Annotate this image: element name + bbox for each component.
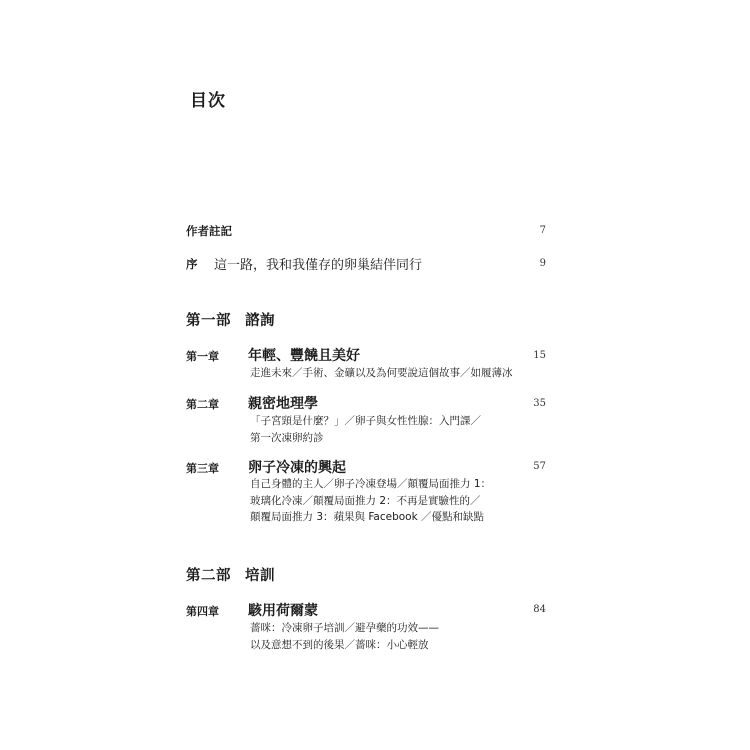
part-label: 第二部	[186, 568, 231, 584]
chapter-desc-line: 玻璃化冷凍／顛覆局面推力 2：不再是實驗性的／	[250, 494, 481, 507]
chapter-desc-line: 自己身體的主人／卵子冷凍登場／顛覆局面推力 1：	[250, 478, 492, 490]
part-name: 培訓	[245, 568, 275, 584]
front-matter-title-preface: 這一路，我和我僅存的卵巢結伴同行	[214, 258, 423, 273]
part-label: 第一部	[186, 313, 231, 329]
page-number-chapter-1: 15	[533, 350, 546, 361]
front-matter-label-preface: 序	[186, 257, 198, 271]
chapter-label-1: 第一章	[186, 350, 219, 363]
chapter-desc-1	[250, 365, 513, 382]
chapter-label-4: 第四章	[186, 605, 219, 618]
front-matter-label-author-note: 作者註記	[186, 224, 232, 238]
page-number-chapter-4: 84	[533, 604, 546, 615]
chapter-desc-line: 以及意想不到的後果／薔咪：小心輕放	[250, 638, 429, 651]
page-number-author-note: 7	[539, 225, 546, 236]
chapter-desc-line: 薔咪：冷凍卵子培訓／避孕藥的功效——	[250, 622, 439, 634]
chapter-desc-2	[250, 413, 481, 446]
chapter-title-3: 卵子冷凍的興起	[248, 460, 346, 476]
part-name: 諮詢	[245, 313, 275, 329]
chapter-desc-3	[250, 476, 491, 526]
chapter-desc-line: 走進未來／手術、金礦以及為何要說這個故事／如履薄冰	[250, 367, 513, 379]
page-number-chapter-3: 57	[533, 461, 546, 472]
chapter-desc-line: 「子宮頸是什麼？」／卵子與女性性腺：入門課／	[250, 415, 481, 427]
page-number-chapter-2: 35	[533, 398, 546, 409]
chapter-desc-line: 第一次凍卵約診	[250, 431, 324, 444]
part-heading-1	[186, 309, 275, 330]
chapter-label-3: 第三章	[186, 462, 219, 475]
page-number-preface: 9	[539, 258, 546, 269]
chapter-desc-4	[250, 620, 439, 653]
chapter-label-2: 第二章	[186, 398, 219, 411]
chapter-title-2: 親密地理學	[248, 396, 318, 412]
part-heading-2	[186, 564, 275, 585]
chapter-desc-line: 顛覆局面推力 3：蘋果與 Facebook ／優點和缺點	[250, 511, 485, 523]
chapter-title-4: 駭用荷爾蒙	[248, 603, 318, 619]
page-title: 目次	[190, 91, 226, 111]
chapter-title-1: 年輕、豐饒且美好	[248, 348, 360, 364]
